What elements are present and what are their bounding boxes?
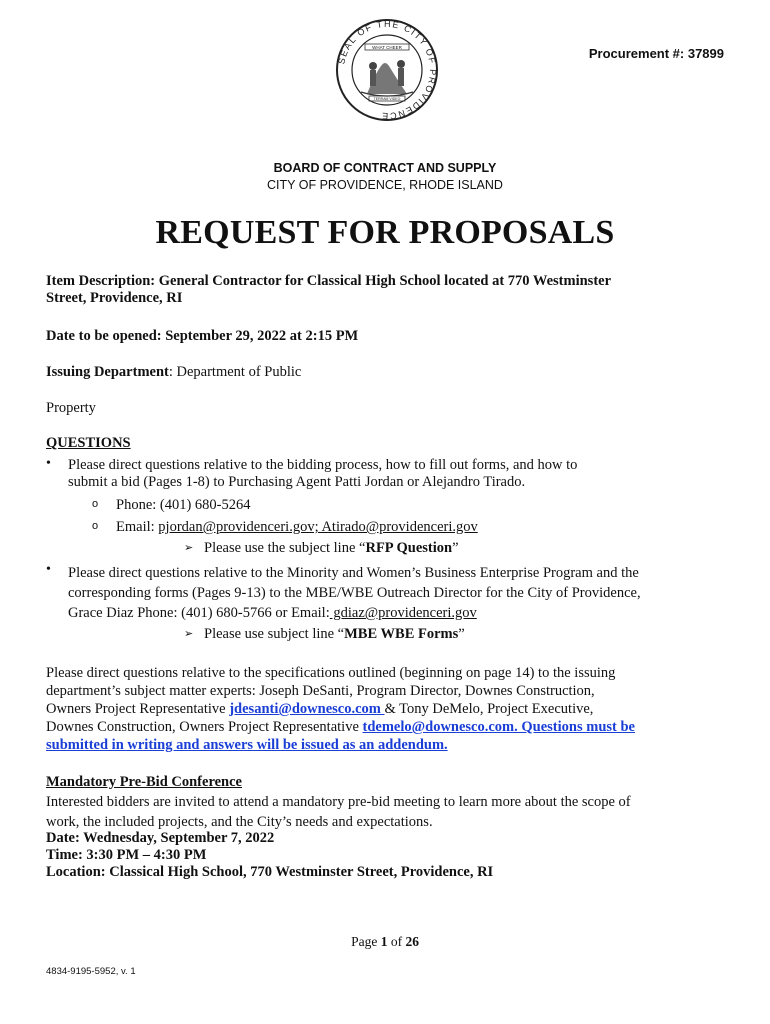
issuing-department-cont: Property bbox=[46, 400, 96, 416]
tdemelo-email-link[interactable]: tdemelo@downesco.com. Questions must be bbox=[362, 719, 635, 735]
question-mbe-wbe: Please direct questions relative to the Minority and Women’s Business Enterprise Program and the corresponding forms (Pages 9-13) to the MBE/WBE Outreach Director for the City of Providence, Grace Diaz Phone: (401) 680-5766 or Email: gdiaz@providenceri.gov bbox=[68, 565, 641, 621]
arrow-bullet-icon: ➢ bbox=[184, 628, 194, 640]
prebid-details bbox=[46, 830, 726, 881]
arrow-bullet-icon: ➢ bbox=[184, 542, 194, 554]
purchasing-email-link[interactable]: pjordan@providenceri.gov; Atirado@providenceri.gov bbox=[158, 519, 478, 535]
document-id: 4834-9195-5952, v. 1 bbox=[46, 966, 136, 977]
bullet-icon: • bbox=[46, 456, 51, 471]
procurement-number: Procurement #: 37899 bbox=[588, 46, 724, 61]
prebid-time: Time: 3:30 PM – 4:30 PM bbox=[46, 847, 207, 863]
city-name: CITY OF PROVIDENCE, RHODE ISLAND bbox=[267, 178, 503, 192]
jdesanti-email-link[interactable]: jdesanti@downesco.com bbox=[229, 701, 385, 717]
issuing-department-label: Issuing Department bbox=[46, 364, 169, 380]
purchasing-email: Email: pjordan@providenceri.gov; Atirado@providenceri.gov bbox=[116, 519, 478, 535]
issuing-department-value: : Department of Public bbox=[168, 364, 302, 380]
board-name: BOARD OF CONTRACT AND SUPPLY bbox=[273, 161, 497, 175]
date-opened: Date to be opened: September 29, 2022 at 2:15 PM bbox=[46, 328, 359, 344]
seal-banner: WHAT CHEER bbox=[372, 45, 402, 50]
document-title: REQUEST FOR PROPOSALS bbox=[155, 214, 615, 251]
prebid-location: Location: Classical High School, 770 Westminster Street, Providence, RI bbox=[46, 864, 494, 880]
item-description: Item Description: General Contractor for Classical High School located at 770 Westminster Street, Providence, RI bbox=[46, 273, 612, 306]
issuing-department bbox=[46, 364, 686, 381]
specifications-paragraph: Please direct questions relative to the specifications outlined (beginning on page 14) to the issuing department’s subject matter experts: Joseph DeSanti, Program Director, Downes Construction, Owners Project Representative jdesanti@downesco.com & Tony DeMelo, Project Executive, Downes Construction, Owners Project Representative tdemelo@downesco.com. Questions must be submitted in writing and answers will be issued as an addendum. bbox=[46, 665, 635, 753]
questions-heading: QUESTIONS bbox=[46, 435, 131, 451]
page-number: Page 1 of 26 bbox=[351, 934, 419, 949]
bullet-icon: • bbox=[46, 562, 51, 577]
circle-bullet-icon: o bbox=[92, 498, 99, 510]
city-seal-icon bbox=[335, 4, 439, 154]
seal-text: SEAL OF THE CITY OF PROVIDENCE bbox=[336, 18, 439, 122]
subject-line-mbe: Please use subject line “MBE WBE Forms” bbox=[204, 626, 465, 642]
prebid-date: Date: Wednesday, September 7, 2022 bbox=[46, 830, 275, 846]
subject-line-rfp: Please use the subject line “RFP Question” bbox=[204, 540, 459, 556]
purchasing-phone: Phone: (401) 680-5264 bbox=[116, 497, 251, 513]
addendum-notice: submitted in writing and answers will be issued as an addendum. bbox=[46, 737, 448, 753]
seal-motto: TERRAM VIDEO bbox=[373, 97, 401, 101]
mbe-email-link[interactable]: gdiaz@providenceri.gov bbox=[329, 605, 477, 621]
prebid-description: Interested bidders are invited to attend a mandatory pre-bid meeting to learn more about the scope of work, the included projects, and the City’s needs and expectations. bbox=[46, 794, 631, 830]
prebid-heading: Mandatory Pre-Bid Conference bbox=[46, 774, 242, 790]
question-bidding: Please direct questions relative to the bidding process, how to fill out forms, and how to submit a bid (Pages 1-8) to Purchasing Agent Patti Jordan or Alejandro Tirado. bbox=[68, 457, 578, 490]
circle-bullet-icon: o bbox=[92, 520, 99, 532]
